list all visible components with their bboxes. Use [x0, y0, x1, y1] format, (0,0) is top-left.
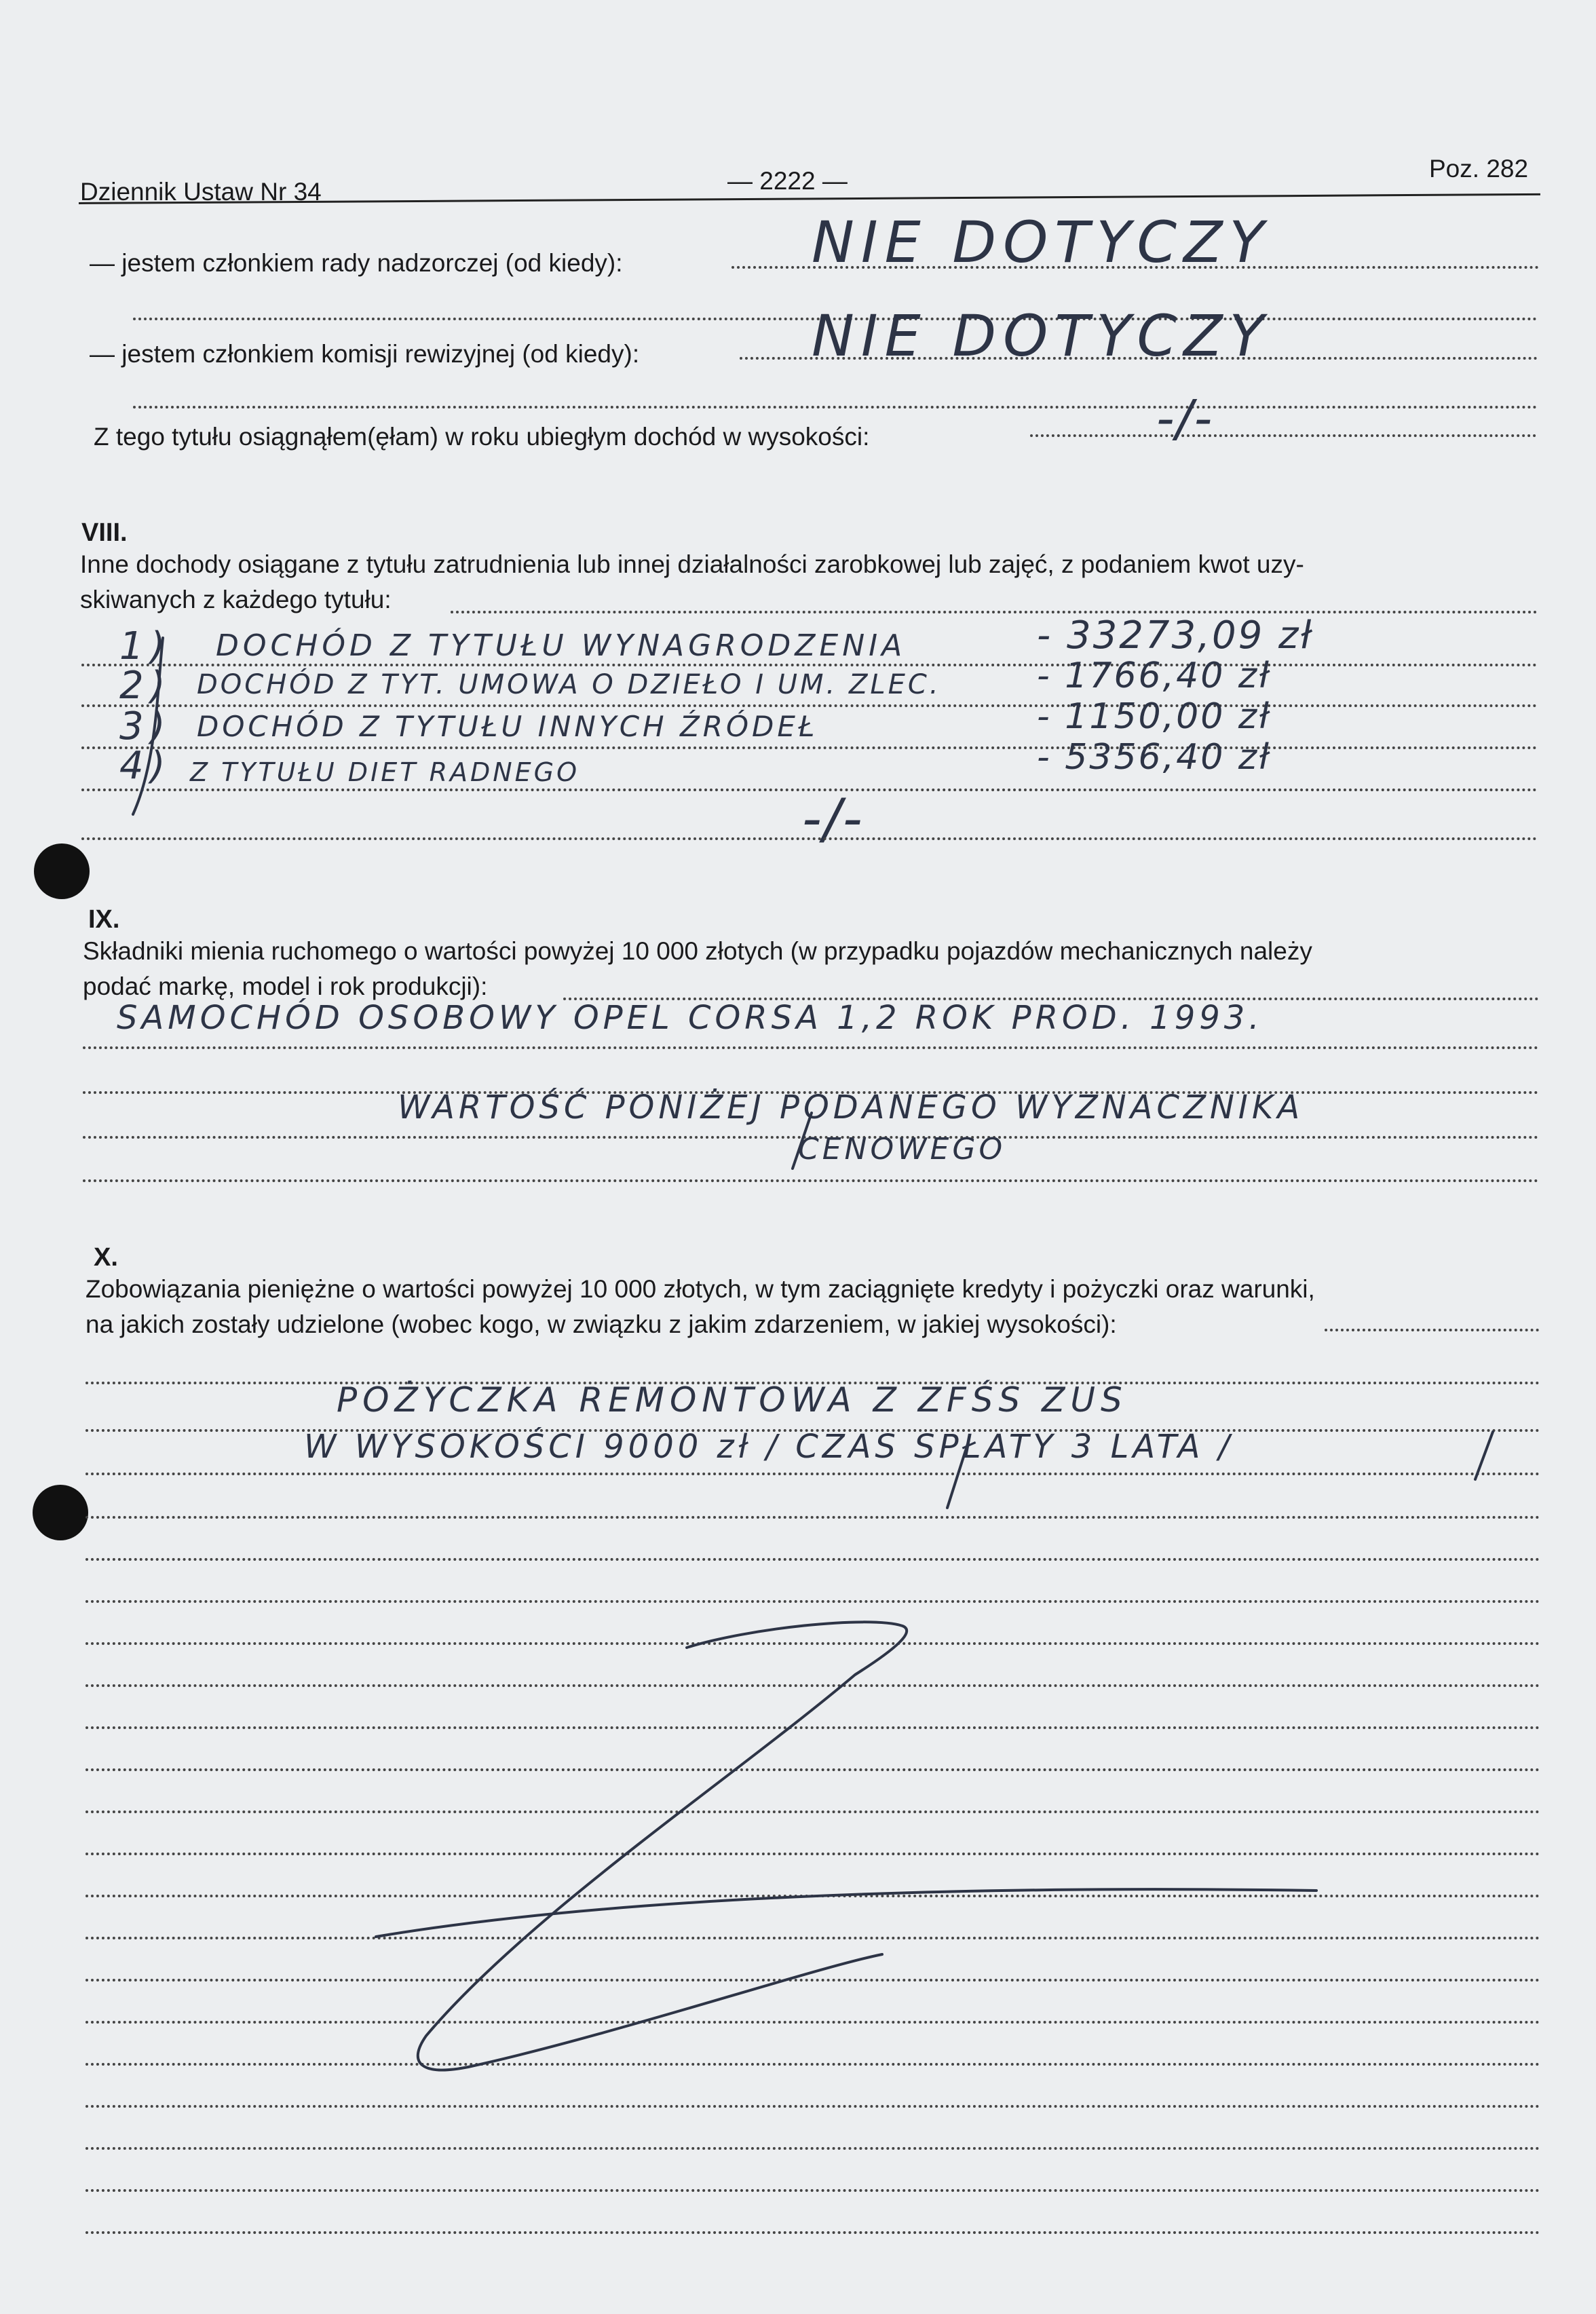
movable-property-answer-line1: SAMOCHÓD OSOBOWY OPEL CORSA 1,2 ROK PROD. 1993. — [117, 999, 1264, 1037]
income-entry-1-number: 1) — [119, 624, 172, 668]
section-9-text-line1: Składniki mienia ruchomego o wartości powyżej 10 000 złotych (w przypadku pojazdów mechanicznych należy — [83, 937, 1312, 965]
page-number: — 2222 — — [727, 167, 848, 195]
income-entry-4-amount: - 5356,40 zł — [1037, 737, 1272, 778]
supervisory-board-answer: NIE DOTYCZY — [812, 209, 1271, 276]
section-8-text-line1: Inne dochody osiągane z tytułu zatrudnienia lub innej działalności zarobkowej lub zajęć, z podaniem kwot uzy- — [80, 550, 1304, 578]
section-10-text-line2: na jakich zostały udzielone (wobec kogo, w związku z jakim zdarzeniem, w jakiej wysokości): — [86, 1310, 1117, 1338]
journal-title: Dziennik Ustaw Nr 34 — [80, 178, 322, 206]
income-label: Z tego tytułu osiągnąłem(ęłam) w roku ubiegłym dochód w wysokości: — [94, 423, 870, 451]
income-entry-1-amount: - 33273,09 zł — [1037, 613, 1314, 658]
section-9-text-line2: podać markę, model i rok produkcji): — [83, 972, 488, 1000]
liabilities-answer-line2: W WYSOKOŚCI 9000 zł / CZAS SPŁATY 3 LATA / — [304, 1428, 1234, 1466]
position-number: Poz. 282 — [1429, 155, 1529, 183]
income-entry-1-description: DOCHÓD Z TYTUŁU WYNAGRODZENIA — [216, 628, 907, 663]
income-entry-2-number: 2) — [119, 664, 172, 708]
income-entry-2-description: DOCHÓD Z TYT. UMOWA O DZIEŁO I UM. ZLEC. — [197, 669, 941, 700]
income-answer: -/- — [1156, 390, 1214, 448]
audit-committee-label: — jestem członkiem komisji rewizyjnej (od kiedy): — [90, 340, 640, 368]
section-8-text-line2: skiwanych z każdego tytułu: — [80, 586, 392, 613]
income-entry-4-description: Z TYTUŁU DIET RADNEGO — [190, 757, 580, 787]
section-8-number: VIII. — [81, 518, 128, 547]
income-entry-3-amount: - 1150,00 zł — [1037, 696, 1272, 737]
income-entry-4-number: 4) — [119, 744, 172, 788]
liabilities-answer-line1: POŻYCZKA REMONTOWA Z ZFŚS ZUS — [337, 1380, 1128, 1420]
supervisory-board-label: — jestem członkiem rady nadzorczej (od kiedy): — [90, 249, 623, 277]
section-10-number: X. — [94, 1243, 118, 1272]
income-entry-3-number: 3) — [119, 704, 172, 748]
section-9-number: IX. — [88, 905, 120, 934]
movable-property-answer-line2: WARTOŚĆ PONIŻEJ PODANEGO WYZNACZNIKA — [398, 1088, 1304, 1126]
section-8-end-mark: -/- — [802, 787, 864, 850]
income-entry-3-description: DOCHÓD Z TYTUŁU INNYCH ŹRÓDEŁ — [197, 710, 818, 743]
income-entry-2-amount: - 1766,40 zł — [1037, 656, 1272, 696]
movable-property-answer-line3: CENOWEGO — [798, 1132, 1006, 1167]
audit-committee-answer: NIE DOTYCZY — [812, 303, 1271, 369]
section-10-text-line1: Zobowiązania pieniężne o wartości powyżej 10 000 złotych, w tym zaciągnięte kredyty i pożyczki oraz warunki, — [86, 1275, 1315, 1303]
